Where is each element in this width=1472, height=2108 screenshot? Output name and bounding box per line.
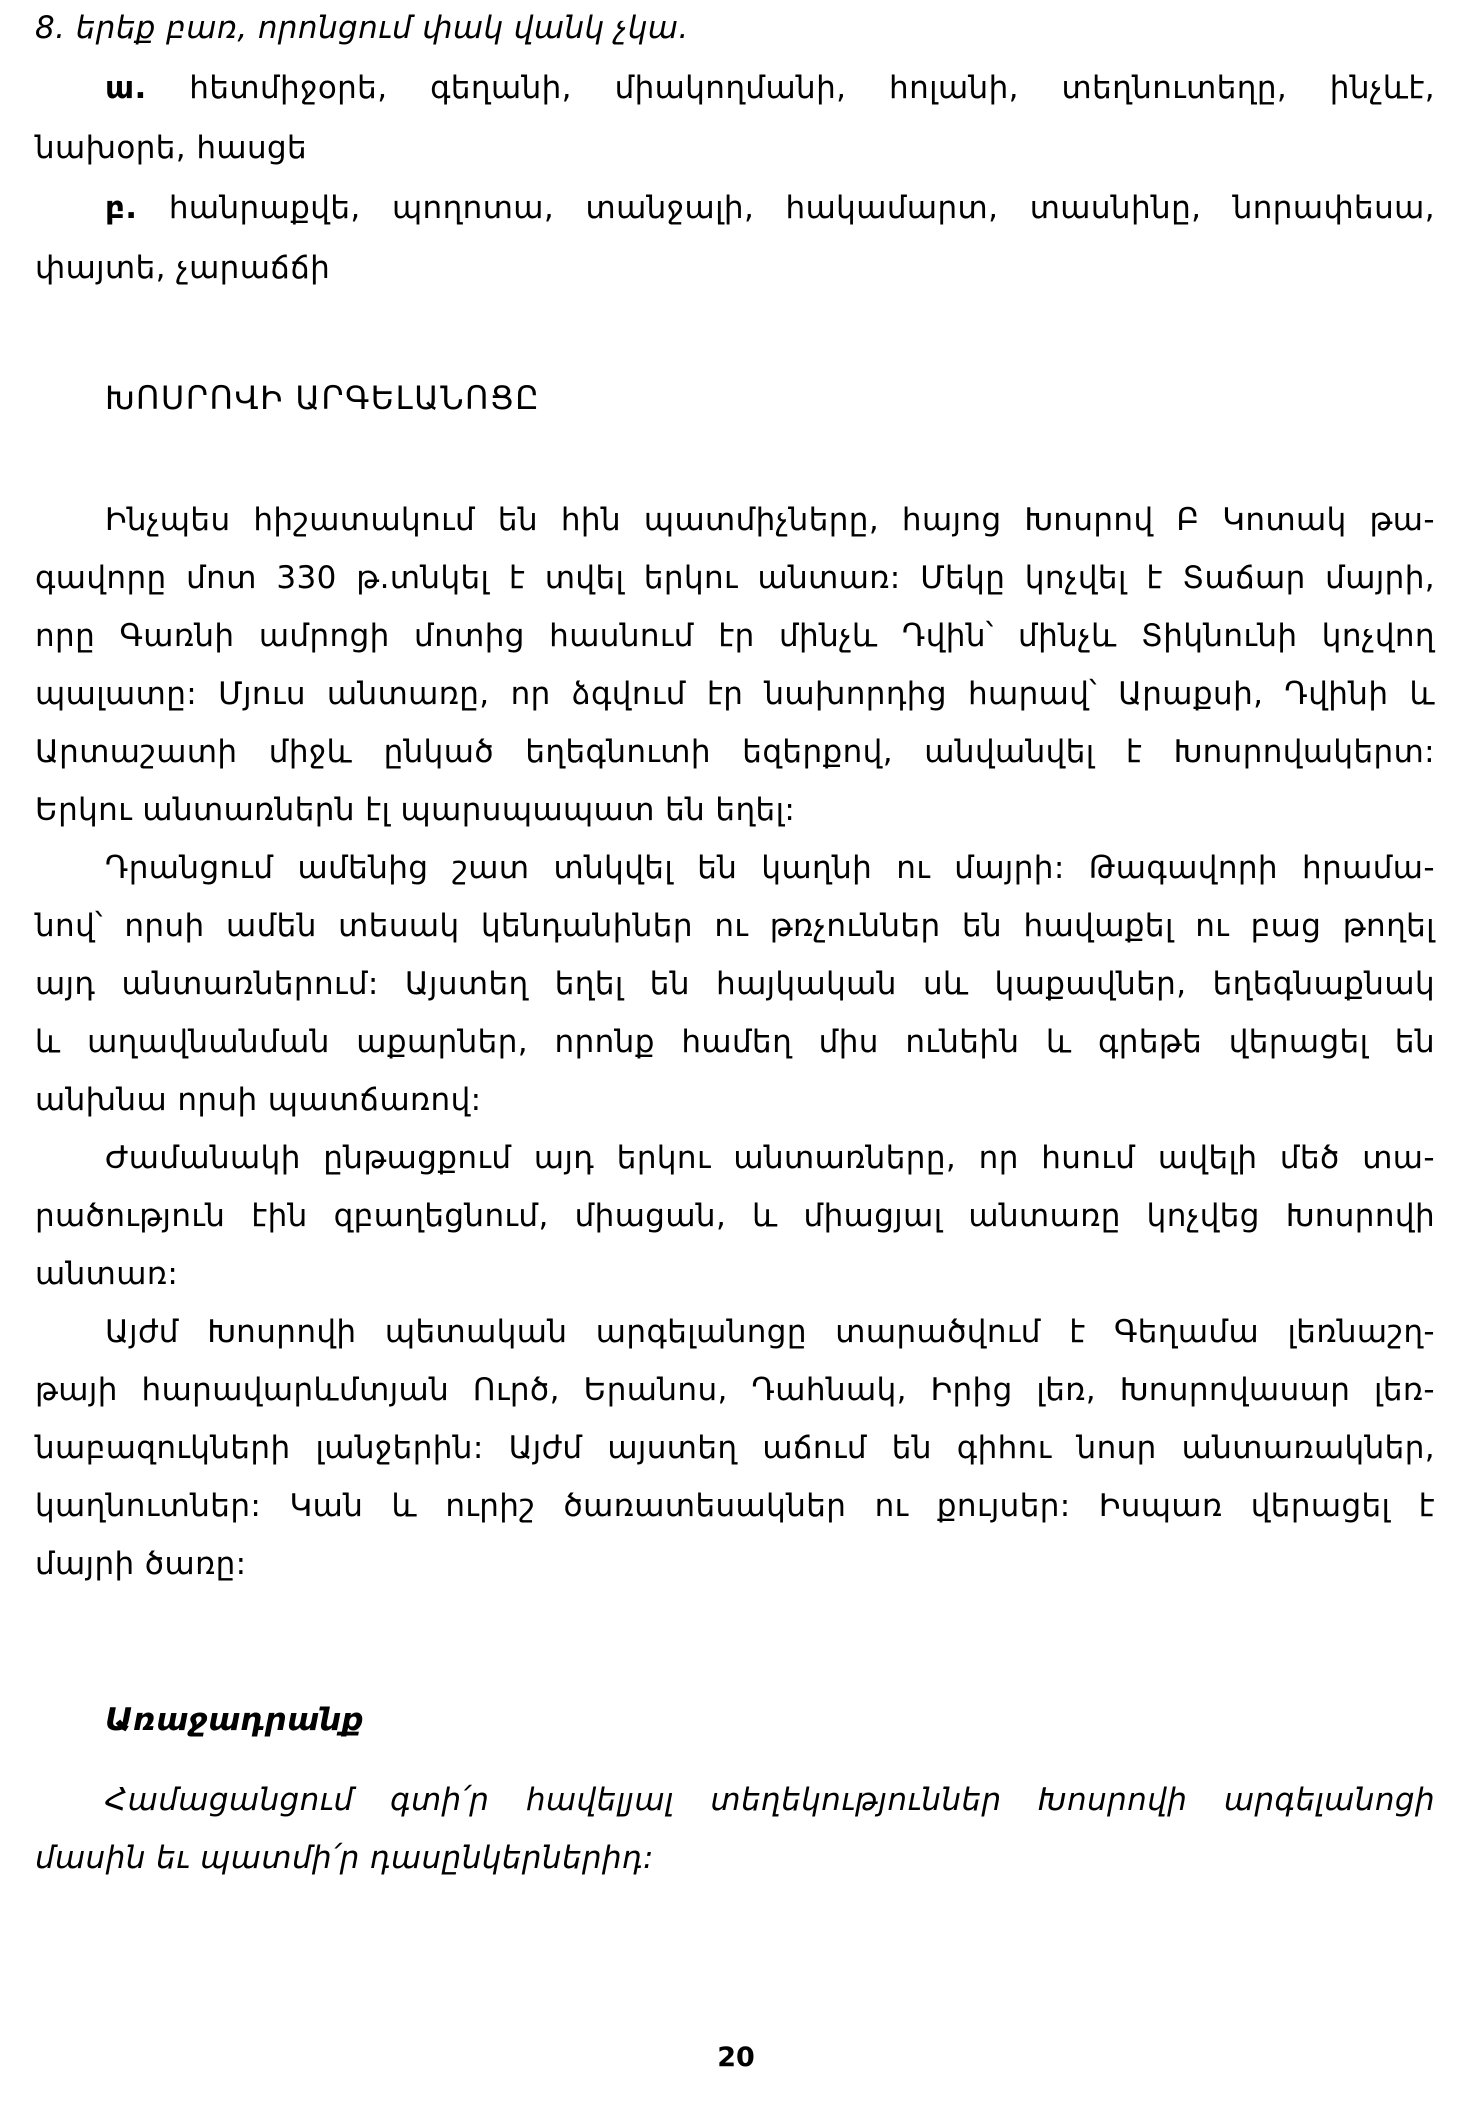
- exercise-option-a-line-1: [105, 68, 1435, 108]
- option-a-words-1: հետմիջօրե, գեղանի, միակողմանի, հոլանի, տեղնուտեղը, ինչևէ,: [189, 70, 1435, 106]
- paragraph-1-line-2: գավորը մոտ 330 թ.տնկել է տվել երկու անտառ: Մեկը կոչվել է Տաճար մայրի,: [35, 560, 1435, 596]
- paragraph-1-line-6: Երկու անտառներն էլ պարսպապատ են եղել:: [35, 792, 796, 828]
- task-line-2: մասին եւ պատմի՛ր դասընկերներիդ:: [35, 1840, 654, 1876]
- paragraph-3-line-3: անտառ:: [35, 1256, 179, 1292]
- paragraph-3-line-2: րածություն էին զբաղեցնում, միացան, և միացյալ անտառը կոչվեց Խոսրովի: [35, 1198, 1435, 1234]
- exercise-option-b-line-2: փայտե, չարաճճի: [35, 250, 331, 286]
- paragraph-1-line-4: պալատը: Մյուս անտառը, որ ձգվում էր նախորդից հարավ՝ Արաքսի, Դվինի և: [35, 676, 1435, 712]
- exercise-option-a-line-2: նախօրե, հասցե: [35, 130, 308, 166]
- article-title: ԽՈՍՐՈՎԻ ԱՐԳԵԼԱՆՈՑԸ: [105, 379, 541, 417]
- paragraph-2-line-1: Դրանցում ամենից շատ տնկվել են կաղնի ու մայրի: Թագավորի հրամա-: [105, 850, 1435, 886]
- exercise-option-b-line-1: [105, 188, 1435, 228]
- page-number: 20: [717, 2042, 755, 2073]
- task-line-1: Համացանցում գտի՛ր հավելյալ տեղեկություններ Խոսրովի արգելանոցի: [105, 1782, 1435, 1818]
- paragraph-1-line-1: Ինչպես հիշատակում են հին պատմիչները, հայոց Խոսրով Բ Կոտակ թա-: [105, 502, 1435, 538]
- paragraph-2-line-5: անխնա որսի պատճառով:: [35, 1082, 482, 1118]
- option-a-label: ա.: [105, 70, 147, 106]
- paragraph-4-line-2: թայի հարավարևմտյան Ուրծ, Երանոս, Դահնակ, Իրից լեռ, Խոսրովասար լեռ-: [35, 1372, 1435, 1408]
- paragraph-4-line-1: Այժմ Խոսրովի պետական արգելանոցը տարածվում է Գեղամա լեռնաշղ-: [105, 1314, 1435, 1350]
- paragraph-4-line-3: նաբազուկների լանջերին: Այժմ այստեղ աճում են գիհու նոսր անտառակներ,: [35, 1430, 1435, 1466]
- paragraph-3-line-1: Ժամանակի ընթացքում այդ երկու անտառները, որ հսում ավելի մեծ տա-: [105, 1140, 1435, 1176]
- paragraph-1-line-3: որը Գառնի ամրոցի մոտից հասնում էր մինչև Դվին՝ մինչև Տիկնունի կոչվող: [35, 618, 1435, 654]
- option-b-words-1: հանրաքվե, պողոտա, տանջալի, հակամարտ, տասնինը, նորափեսա,: [168, 190, 1435, 226]
- paragraph-4-line-4: կաղնուտներ: Կան և ուրիշ ծառատեսակներ ու քույսեր: Իսպառ վերացել է: [35, 1488, 1435, 1524]
- exercise-instruction-line: [35, 8, 1435, 48]
- exercise-instruction: երեք բառ, որոնցում փակ վանկ չկա.: [75, 10, 689, 46]
- paragraph-2-line-2: նով՝ որսի ամեն տեսակ կենդանիներ ու թռչուններ են հավաքել ու բաց թողել: [35, 908, 1435, 944]
- paragraph-1-line-5: Արտաշատի միջև ընկած եղեգնուտի եզերքով, անվանվել է Խոսրովակերտ:: [35, 734, 1435, 770]
- paragraph-4-line-5: մայրի ծառը:: [35, 1546, 247, 1582]
- exercise-number: 8.: [35, 10, 66, 46]
- paragraph-2-line-4: և աղավնանման աքարներ, որոնք համեղ միս ունեին և գրեթե վերացել են: [35, 1024, 1435, 1060]
- option-b-label: բ.: [105, 190, 138, 226]
- paragraph-2-line-3: այդ անտառներում: Այստեղ եղել են հայկական սև կաքավներ, եղեգնաքնակ: [35, 966, 1435, 1002]
- task-title: Առաջադրանք: [105, 1702, 364, 1738]
